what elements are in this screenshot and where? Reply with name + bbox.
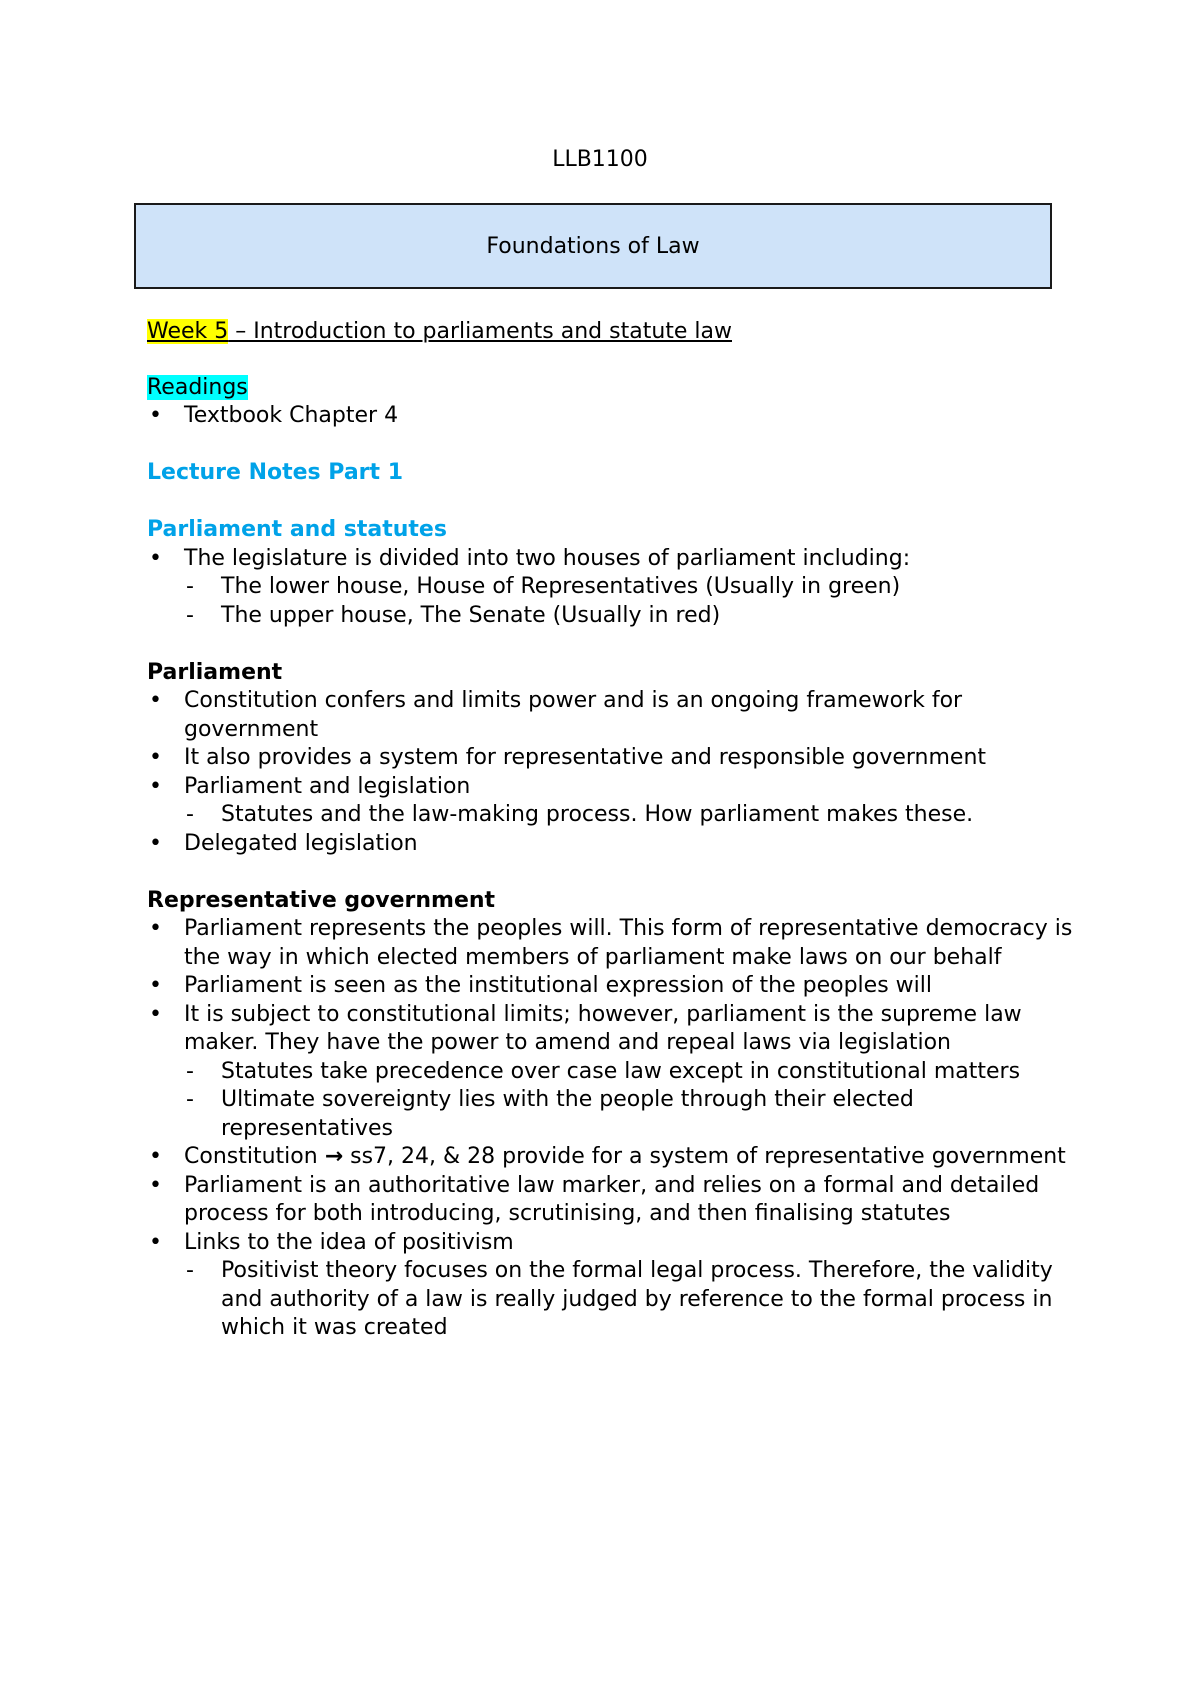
bullet-icon: • bbox=[149, 1229, 162, 1255]
list-item: • Parliament is an authoritative law marker, and relies on a formal and detailed process for both introducing, scrutinising, and then finalising statutes bbox=[149, 1172, 1040, 1226]
sub-list bbox=[184, 801, 1077, 830]
list-item: • Parliament and legislation - Statutes and the law-making process. How parliament makes these. bbox=[147, 773, 1077, 830]
sub-list-item: - The upper house, The Senate (Usually in red) bbox=[184, 602, 1077, 631]
parliament-list bbox=[147, 687, 1077, 858]
list-item: • Parliament represents the peoples will. This form of representative democracy is the way in which elected members of parliament make laws on our behalf bbox=[149, 916, 1073, 970]
sub-list-item: - Statutes and the law-making process. How parliament makes these. bbox=[184, 801, 1077, 830]
sub-list bbox=[184, 1257, 1077, 1343]
sub-list-item: - Statutes take precedence over case law except in constitutional matters bbox=[184, 1058, 1077, 1087]
list-item: • Parliament is seen as the institutional expression of the peoples will bbox=[147, 972, 1077, 1001]
constitution-label: Constitution bbox=[184, 1144, 318, 1169]
readings-list bbox=[147, 402, 1077, 431]
list-item: • It also provides a system for representative and responsible government bbox=[147, 744, 1077, 773]
list-item: • Delegated legislation bbox=[147, 830, 1077, 859]
week-title: – Introduction to parliaments and statute law bbox=[228, 319, 732, 344]
week-label: Week 5 bbox=[147, 319, 229, 344]
bullet-icon: • bbox=[149, 1172, 162, 1198]
sub-list-item: - Ultimate sovereignty lies with the people through their elected representatives bbox=[186, 1087, 914, 1141]
document-body bbox=[147, 318, 1077, 1343]
dash-icon: - bbox=[186, 802, 194, 827]
list-item: • Textbook Chapter 4 bbox=[147, 402, 1077, 431]
representative-government-list bbox=[147, 915, 1077, 1343]
list-item: • It is subject to constitutional limits; however, parliament is the supreme law maker. They have the power to amend and repeal laws via legislation - Statutes take precedence over case law except in constitutional matters - Ultimate sovereignty lies with the people through their elected representatives bbox=[147, 1001, 1077, 1144]
bullet-icon: • bbox=[149, 745, 162, 770]
bullet-icon: • bbox=[149, 916, 162, 941]
arrow-right-icon: → bbox=[324, 1144, 344, 1169]
bullet-icon: • bbox=[149, 830, 162, 856]
parliament-statutes-list bbox=[147, 545, 1077, 631]
bullet-icon: • bbox=[149, 973, 162, 998]
dash-icon: - bbox=[186, 574, 194, 599]
lecture-notes-heading: Lecture Notes Part 1 bbox=[147, 460, 404, 485]
sub-list-item: - The lower house, House of Representatives (Usually in green) bbox=[184, 573, 1077, 602]
dash-icon: - bbox=[186, 1258, 194, 1283]
course-code: LLB1100 bbox=[552, 147, 648, 172]
representative-government-heading: Representative government bbox=[147, 887, 496, 913]
parliament-heading: Parliament bbox=[147, 659, 283, 685]
sub-list bbox=[184, 1058, 1077, 1144]
dash-icon: - bbox=[186, 1058, 194, 1084]
bullet-icon: • bbox=[149, 1001, 162, 1027]
bullet-icon: • bbox=[149, 545, 162, 571]
title-box bbox=[134, 203, 1052, 289]
week-heading bbox=[147, 318, 1077, 347]
list-item: • Links to the idea of positivism - Positivist theory focuses on the formal legal process. Therefore, the validity and authority of a law is really judged by reference to the formal process in which it was created bbox=[147, 1229, 1077, 1343]
list-item: • The legislature is divided into two houses of parliament including: - The lower house, House of Representatives (Usually in green) - The upper house, The Senate (Usually in red) bbox=[147, 545, 1077, 631]
readings-heading: Readings bbox=[147, 374, 248, 400]
bullet-icon: • bbox=[149, 403, 162, 428]
dash-icon: - bbox=[186, 1087, 194, 1112]
sub-list-item: - Positivist theory focuses on the formal legal process. Therefore, the validity and authority of a law is really judged by reference to the formal process in which it was created bbox=[186, 1258, 1053, 1340]
sub-list bbox=[184, 573, 1077, 630]
bullet-icon: • bbox=[149, 773, 162, 799]
list-item: • Constitution → ss7, 24, & 28 provide for a system of representative government bbox=[147, 1143, 1077, 1172]
dash-icon: - bbox=[186, 602, 194, 628]
list-item: • Constitution confers and limits power and is an ongoing framework for government bbox=[149, 688, 963, 742]
parliament-statutes-heading: Parliament and statutes bbox=[147, 517, 447, 542]
bullet-icon: • bbox=[149, 688, 162, 713]
document-title: Foundations of Law bbox=[486, 233, 700, 259]
bullet-icon: • bbox=[149, 1144, 162, 1169]
